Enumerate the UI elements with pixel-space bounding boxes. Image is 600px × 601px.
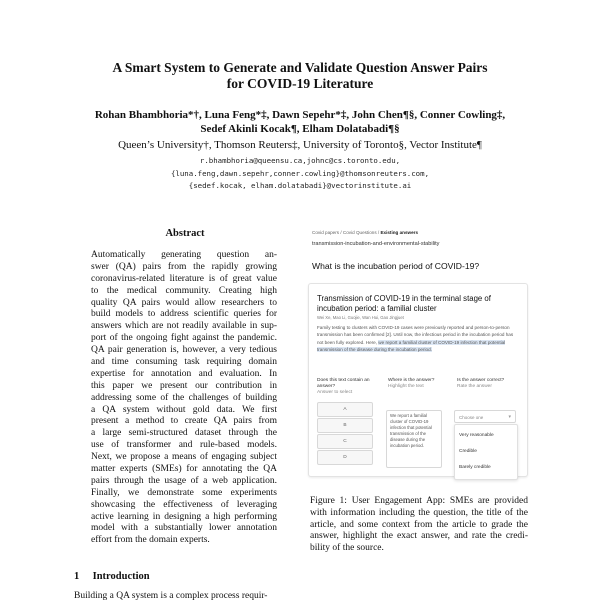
breadcrumb-separator-icon: / xyxy=(377,230,381,235)
email-line: {luna.feng,dawn.sepehr,conner.cowling}@thomsonreuters.com, xyxy=(170,168,430,178)
abstract-line: present a method to create QA pairs from xyxy=(91,416,277,427)
abstract-heading: Abstract xyxy=(165,228,205,239)
answer-select-label: Does this text contain an answer? xyxy=(317,378,370,389)
paper-title-line-1: A Smart System to Generate and Validate Question Answer Pairs xyxy=(112,60,488,75)
caption-line: bility of the source. xyxy=(310,543,384,554)
abstract-line: to the medical community. Creating high xyxy=(91,285,277,296)
author-line-2: Sedef Akinli Kocak¶, Elham Dolatabadi¶§ xyxy=(200,123,400,135)
chevron-down-icon: ▾ xyxy=(508,414,511,420)
author-list xyxy=(60,108,540,136)
rating-option[interactable]: Very reasonable xyxy=(459,433,494,438)
caption-line: Figure 1: User Engagement App: SMEs are provided xyxy=(310,496,528,506)
article-title: Transmission of COVID-19 in the terminal stage of incubation period: a familial cluster xyxy=(317,294,491,313)
context-text: Family testing to clusters with COVID-19 cases were previously reported and person-to-person transmission has been confirmed [2]. Until now, the infectious period in the incubation period has not been fully explored. Here, xyxy=(317,325,514,345)
rating-option[interactable]: Credible xyxy=(459,449,477,454)
answer-option-button[interactable]: B xyxy=(317,418,373,433)
breadcrumb-separator-icon: / xyxy=(340,230,343,235)
section-number: 1 xyxy=(74,571,80,582)
rating-sublabel: Rate the answer xyxy=(457,383,492,389)
abstract-line: matter experts (SMEs) for annotating the QA xyxy=(91,464,277,475)
article-context xyxy=(317,324,519,354)
abstract-line: build models to address scientific queries for xyxy=(91,309,277,320)
abstract-line: quality QA pairs would allow researchers to xyxy=(91,297,277,308)
breadcrumb-current: Existing answers xyxy=(380,230,419,235)
intro-first-line: Building a QA system is a complex process requir- xyxy=(74,591,268,601)
figure-app-screenshot xyxy=(306,228,528,483)
answer-option-button[interactable]: C xyxy=(317,434,373,449)
answer-option-button[interactable]: A xyxy=(317,402,373,417)
abstract-line: use of transformer and rule-based models. xyxy=(91,440,277,451)
abstract-line: this paper we present our contribution in xyxy=(91,380,277,391)
question-heading: What is the incubation period of COVID-19? xyxy=(312,261,480,271)
abstract-line: and time consuming task requiring domain xyxy=(91,357,277,368)
section-title: Introduction xyxy=(92,571,150,582)
abstract-line: a large semi-structured dataset through the xyxy=(91,428,277,439)
rating-dropdown[interactable] xyxy=(454,410,516,423)
abstract-line: model with a substantially lower annotation xyxy=(91,523,277,534)
highlight-label: Where is the answer? xyxy=(388,378,435,383)
abstract-line: QA pair generation is, however, a very tedious xyxy=(91,345,277,356)
answer-select-sublabel: Answer to select xyxy=(317,389,353,395)
abstract-line: a QA system without gold data. We first xyxy=(91,404,277,415)
answer-option-button[interactable]: D xyxy=(317,450,373,465)
highlight-sublabel: Highlight the text xyxy=(388,383,424,389)
abstract-line: swer (QA) pairs from the rapidly growing xyxy=(91,261,277,272)
caption-line: answer, highlight the exact answer, and rate the credi- xyxy=(310,531,528,542)
abstract-line: answers which are not readily available in sup- xyxy=(91,321,277,332)
rating-menu xyxy=(454,424,518,480)
abstract-line: Next, we propose a means of engaging subject xyxy=(91,452,277,463)
highlight-column xyxy=(388,378,450,390)
section-heading xyxy=(74,571,150,582)
abstract-line: coronavirus-related literature is of great value xyxy=(91,273,277,284)
paper-title-line-2: for COVID-19 Literature xyxy=(226,76,374,91)
abstract-line: expertise for annotation and evaluation. In xyxy=(91,368,277,379)
article-authors: Wei Xe, Mao Li, Guojie, Wan Hui, Gao Jingjuet xyxy=(317,315,404,320)
breadcrumb-item[interactable]: Covid Questions xyxy=(342,230,377,235)
email-line: r.bhambhoria@queensu.ca,johnc@cs.toronto.edu, xyxy=(199,156,401,165)
breadcrumb xyxy=(312,230,418,235)
figure-caption xyxy=(310,496,528,555)
abstract-line: pairs through the usage of a web application. xyxy=(91,475,277,486)
abstract-line: effort from the domain experts. xyxy=(91,535,210,546)
abstract-line: Automatically generating question an- xyxy=(91,250,277,260)
breadcrumb-item[interactable]: Covid papers xyxy=(312,230,340,235)
abstract-line: port of the ongoing fight against the pandemic. xyxy=(91,333,277,344)
caption-line: article, and some context from the article to grade the xyxy=(310,519,528,530)
abstract-line: active learning in designing a high performing xyxy=(91,511,277,522)
abstract-line: showcasing the effectiveness of leveraging xyxy=(91,499,277,510)
rating-column xyxy=(457,378,519,390)
abstract-body xyxy=(91,250,277,547)
article-card xyxy=(308,283,528,477)
rating-dropdown-value: Choose one xyxy=(459,415,484,420)
subtopic-label: transmission-incubation-and-environmental-stability xyxy=(312,241,440,247)
rating-label: Is the answer correct? xyxy=(457,378,505,383)
abstract-line: Finally, we demonstrate some experiments xyxy=(91,487,277,498)
context-highlight: we report a familial cluster of COVID-19 infection that potential transmission of the disease during the incubation period. xyxy=(317,339,506,353)
paper-title xyxy=(40,60,560,92)
author-line-1: Rohan Bhambhoria*†, Luna Feng*‡, Dawn Sepehr*‡, John Chen¶§, Conner Cowling‡, xyxy=(94,109,506,121)
answer-snippet-box[interactable]: We report a familial cluster of COVID-19 infection that potential transmission of the disease during the incubation period. xyxy=(386,410,442,468)
email-line: {sedef.kocak, elham.dolatabadi}@vectorinstitute.ai xyxy=(188,181,412,190)
rating-option[interactable]: Barely credible xyxy=(459,465,491,470)
affiliations: Queen’s University†, Thomson Reuters‡, University of Toronto§, Vector Institute¶ xyxy=(118,139,482,151)
caption-line: with information including the question, the title of the xyxy=(310,507,528,518)
email-block xyxy=(80,155,520,193)
abstract-line: addressing some of the challenges of building xyxy=(91,392,277,403)
answer-select-column xyxy=(317,378,377,395)
